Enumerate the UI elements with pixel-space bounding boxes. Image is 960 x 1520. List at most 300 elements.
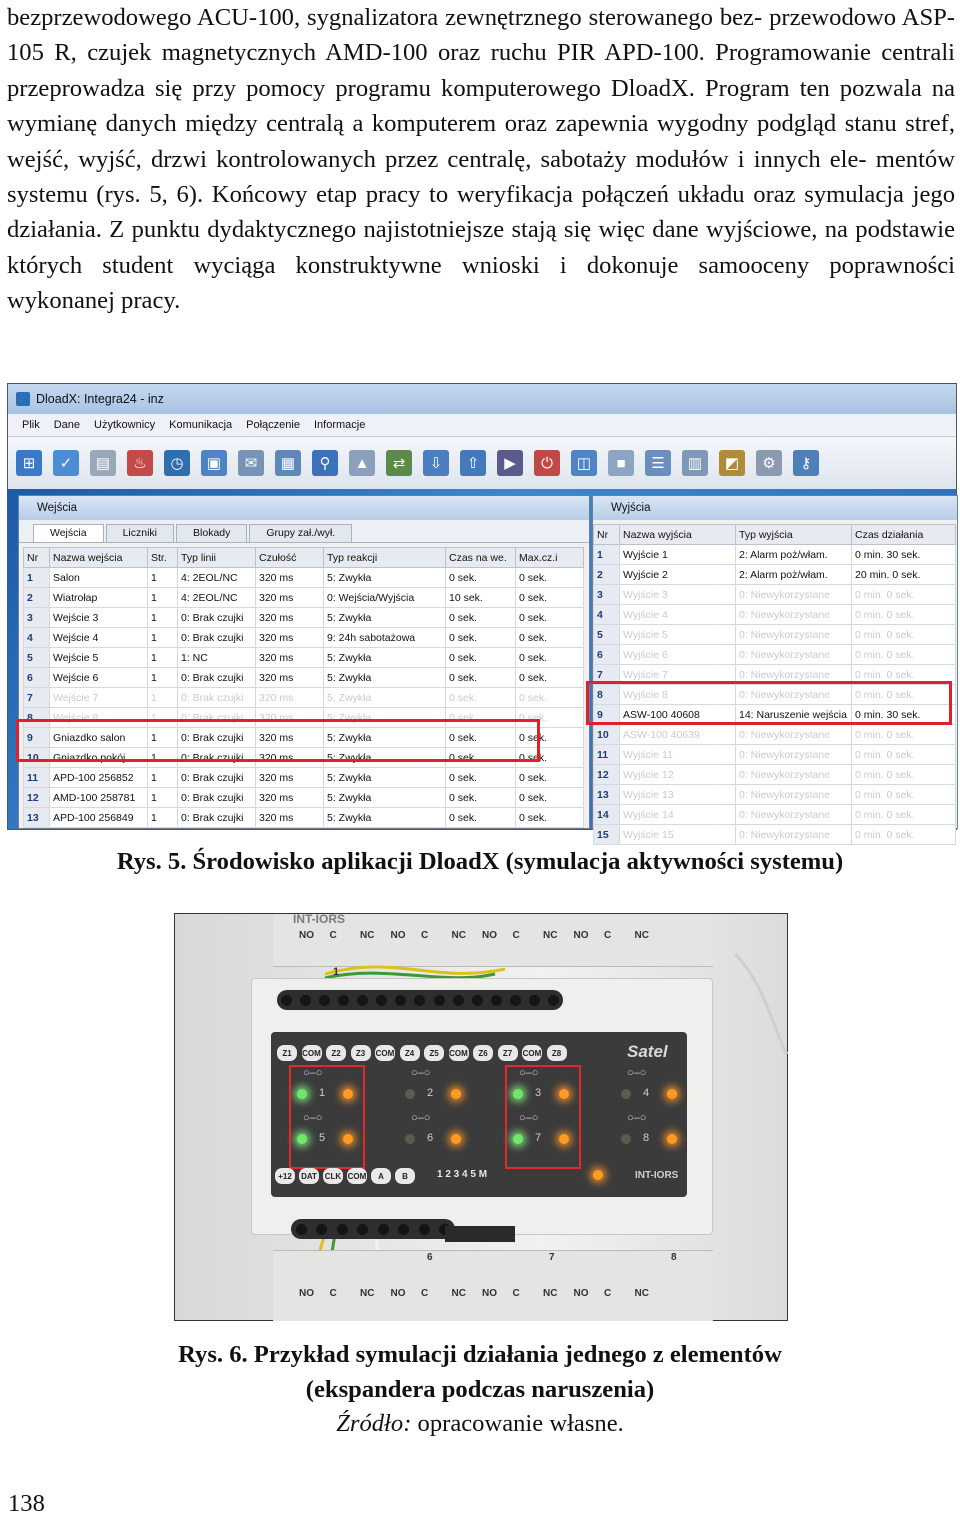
table-cell: 0 sek. [516,768,584,788]
top-term-item: NO [390,930,406,941]
table-cell: 5: Zwykła [324,728,446,748]
table-cell: 0 sek. [516,588,584,608]
table-cell: 0: Brak czujki [178,688,256,708]
table-cell: 0 min. 0 sek. [852,605,956,625]
table-cell: Wyjście 15 [620,825,736,845]
table-cell: Wejście 8 [50,708,148,728]
table-row[interactable] [24,768,584,788]
zone-pin-item: COM [375,1045,395,1061]
caption-figure-5: Rys. 5. Środowisko aplikacji DloadX (symulacja aktywności systemu) [116,848,844,875]
structure-icon[interactable]: ⊞ [16,450,42,476]
table-cell: 13 [24,808,50,828]
square-icon[interactable]: ■ [608,450,634,476]
checklist-icon[interactable]: ✓ [53,450,79,476]
table-cell: 0 sek. [446,688,516,708]
col-max[interactable]: Max.cz.i [516,548,584,568]
bottom-pin-item: +12 [275,1168,295,1184]
table-cell: 1 [148,568,178,588]
table-cell: 0 min. 0 sek. [852,745,956,765]
table-cell: 0 min. 0 sek. [852,785,956,805]
table-icon[interactable]: ▦ [275,450,301,476]
table-cell: 0 sek. [446,728,516,748]
col-str[interactable]: Str. [148,548,178,568]
toolbar [8,437,956,490]
top-term-item: C [604,930,612,941]
table-cell: 0 sek. [516,728,584,748]
table-cell: 1 [148,688,178,708]
table-cell: Gniazdko salon [50,728,148,748]
brand-logo: Satel [627,1042,668,1061]
bottom-pin-item: COM [347,1168,367,1184]
table-row[interactable] [594,725,956,745]
chart-icon[interactable]: ◩ [719,450,745,476]
inputs-window [18,495,590,829]
body-paragraph [7,0,955,319]
table-cell: ASW-100 40639 [620,725,736,745]
table-cell: 20 min. 0 sek. [852,565,956,585]
table-row[interactable] [594,745,956,765]
table-cell: 14 [594,805,620,825]
table-cell: 5: Zwykła [324,788,446,808]
table-cell: 0: Brak czujki [178,788,256,808]
menu-komunikacja[interactable]: Komunikacja [169,419,233,431]
table-cell: Gniazdko pokój [50,748,148,768]
table-row[interactable] [24,668,584,688]
table-cell: 0: Niewykorzystane [736,825,852,845]
table-cell: 0: Niewykorzystane [736,685,852,705]
table-cell: Wejście 3 [50,608,148,628]
table-cell: 320 ms [256,608,324,628]
table-cell: Wyjście 14 [620,805,736,825]
table-cell: 320 ms [256,648,324,668]
led-number: 6 [427,1132,434,1144]
top-module-label: INT-IORS [293,912,346,926]
source-line [0,1410,960,1438]
table-cell: 0 sek. [516,648,584,668]
body-text: bezprzewodowego ACU-100, sygnalizatora zewnętrznego sterowanego bez- przewodowo ASP-105 R, czujek magnetycznych AMD-100 oraz ruchu PIR APD-100. Programowanie centrali przeprowadza się przy pomocy programu komputerowego DloadX. Program ten pozwala na wymianę danych między centralą a komputerem oraz zapewnia wygodny podgląd stanu stref, wejść, wyjść, drzwi kontrolowanych przez centralę, sabotaży modułów i innych ele- mentów systemu (rys. 5, 6). Końcowy etap pracy to weryfikacja połączeń układu oraz symulacja jego działania. Z punktu dydaktycznego najistotniejsze stają się więc dane wyjściowe, na podstawie których student wyciąga konstruktywne wnioski i dokonuje samooceny poprawności wykonanej pracy. [7,4,955,315]
table-cell: 5: Zwykła [324,608,446,628]
table-cell: 0 sek. [446,808,516,828]
timer-icon[interactable]: ◷ [164,450,190,476]
outputs-table-header [594,525,956,545]
table-cell: 320 ms [256,748,324,768]
bottom-num-item: 6 [427,1252,433,1263]
col-typ-linii[interactable]: Typ linii [178,548,256,568]
monitor-icon[interactable]: ▣ [201,450,227,476]
zone-pin-item: Z7 [498,1045,518,1061]
table-row[interactable] [594,545,956,565]
menu-dane[interactable]: Dane [53,419,81,431]
table-cell: 0 sek. [516,788,584,808]
write-data-icon[interactable]: ⇧ [460,450,486,476]
table-row[interactable] [24,608,584,628]
table-cell: 320 ms [256,808,324,828]
tab-liczniki[interactable]: Liczniki [106,524,174,542]
table-cell: 3 [24,608,50,628]
outputs-window-title: Wyjścia [593,496,957,520]
table-cell: Wyjście 2 [620,565,736,585]
table-cell: Wiatrołap [50,588,148,608]
table-cell: 320 ms [256,788,324,808]
bottom-term-item: NO [299,1288,314,1299]
table-cell: 0: Brak czujki [178,748,256,768]
caption-figure-6-line2: (ekspandera podczas naruszenia) [305,1376,655,1403]
bottom-term-item: NC [360,1288,375,1299]
table-cell: 1 [148,768,178,788]
col-typ-reakcji[interactable]: Typ reakcji [324,548,446,568]
col-out-typ[interactable]: Typ wyjścia [736,525,852,545]
top-term-item: NO [573,930,589,941]
table-cell: 320 ms [256,568,324,588]
led-left [621,1134,631,1144]
table-cell: 1 [148,708,178,728]
table-row[interactable] [24,808,584,828]
highlight-outputs [586,681,952,725]
table-row[interactable] [24,588,584,608]
keypad-icon[interactable]: ▤ [90,450,116,476]
table-cell: 5 [24,648,50,668]
inputs-window-title: Wejścia [19,496,589,520]
table-cell: 0: Brak czujki [178,608,256,628]
relay-symbol-icon: ○–○ [519,1067,539,1079]
table-cell: 8 [594,685,620,705]
menu-plik[interactable]: Plik [22,419,40,431]
table-cell: 1: NC [178,648,256,668]
led-number: 2 [427,1087,434,1099]
settings-icon[interactable]: ⚙ [756,450,782,476]
col-out-nazwa[interactable]: Nazwa wyjścia [620,525,736,545]
connect-icon[interactable]: ⏻ [534,450,560,476]
read-data-icon[interactable]: ⇩ [423,450,449,476]
zone-pin-item: Z8 [547,1045,567,1061]
table-cell: 0 min. 30 sek. [852,545,956,565]
bottom-term-item: C [604,1288,612,1299]
top-term-item: NC [360,930,375,941]
table-cell: 4 [594,605,620,625]
table-cell: 2: Alarm poż/włam. [736,565,852,585]
table-cell: 0 min. 0 sek. [852,805,956,825]
col-out-nr[interactable]: Nr [594,525,620,545]
col-czulosc[interactable]: Czułość [256,548,324,568]
led-number: 3 [535,1087,542,1099]
table-cell: 1 [148,588,178,608]
tab-wejscia[interactable]: Wejścia [33,524,104,542]
relay-symbol-icon: ○–○ [519,1112,539,1124]
bottom-num-item: 8 [671,1252,677,1263]
network-icon[interactable]: ⇄ [386,450,412,476]
table-cell: 11 [24,768,50,788]
zone-pin-item: Z6 [473,1045,493,1061]
bottom-num-item: 7 [549,1252,555,1263]
table-cell: 0: Niewykorzystane [736,805,852,825]
table-cell: 1 [24,568,50,588]
vent-holes-bottom [291,1219,455,1239]
zone-pin-item: COM [522,1045,542,1061]
table-cell: 0: Brak czujki [178,808,256,828]
fire-icon[interactable]: ♨ [127,450,153,476]
led-number: 5 [319,1132,326,1144]
status-led [593,1170,603,1180]
table-cell: 6 [594,645,620,665]
top-term-item: NC [543,930,558,941]
table-cell: 0 sek. [516,808,584,828]
app-titlebar [8,384,956,414]
key-icon[interactable]: ⚷ [793,450,819,476]
table-cell: 5: Zwykła [324,708,446,728]
inputs-table [23,547,584,828]
table-cell: 6 [24,668,50,688]
table-row[interactable] [594,805,956,825]
table-cell: 0 min. 0 sek. [852,645,956,665]
tab-blokady[interactable]: Blokady [176,524,247,542]
bottom-pin-item: CLK [323,1168,343,1184]
table-cell: Wyjście 3 [620,585,736,605]
table-cell: 0 min. 0 sek. [852,765,956,785]
menu-bar [8,414,956,437]
table-row[interactable] [24,788,584,808]
list-icon[interactable]: ☰ [645,450,671,476]
table-cell: 0 sek. [516,628,584,648]
table-cell: AMD-100 258781 [50,788,148,808]
table-cell: 14: Naruszenie wejścia [736,705,852,725]
table-cell: 1 [148,748,178,768]
bottom-term-item: NC [451,1288,466,1299]
table-row[interactable] [594,765,956,785]
bottom-term-item: NC [543,1288,558,1299]
table-cell: 0: Brak czujki [178,728,256,748]
table-cell: 0 sek. [516,708,584,728]
expander-photo [174,913,788,1321]
led-number: 1 [319,1087,326,1099]
table-row[interactable] [594,605,956,625]
table-cell: Wyjście 7 [620,665,736,685]
top-term-item: C [329,930,337,941]
table-row[interactable] [24,688,584,708]
table-cell: 1 [594,545,620,565]
table-cell: 0 min. 30 sek. [852,705,956,725]
table-cell: 0: Brak czujki [178,768,256,788]
table-cell: ASW-100 40608 [620,705,736,725]
table-cell: 0 sek. [446,568,516,588]
table-cell: 3 [594,585,620,605]
table-cell: 5: Zwykła [324,648,446,668]
led-number: 7 [535,1132,542,1144]
table-cell: 10 [24,748,50,768]
col-nr[interactable]: Nr [24,548,50,568]
table-cell: 9 [594,705,620,725]
table-cell: 12 [24,788,50,808]
wire-grey [735,954,787,1054]
bottom-term-item: NO [573,1288,589,1299]
table-row[interactable] [24,648,584,668]
menu-informacje[interactable]: Informacje [313,419,366,431]
table-cell: 0: Niewykorzystane [736,625,852,645]
table-cell: Wyjście 8 [620,685,736,705]
table-cell: 0 sek. [516,688,584,708]
led-left [621,1089,631,1099]
table-cell: 0 min. 0 sek. [852,825,956,845]
table-cell: 320 ms [256,768,324,788]
table-cell: Wejście 6 [50,668,148,688]
table-cell: 5: Zwykła [324,688,446,708]
bottom-term-item: C [329,1288,337,1299]
top-term-item: NO [482,930,497,941]
table-cell: 5 [594,625,620,645]
table-cell: 5: Zwykła [324,808,446,828]
table-cell: 0 sek. [446,648,516,668]
table-cell: 13 [594,785,620,805]
table-cell: 0: Niewykorzystane [736,785,852,805]
table-cell: 320 ms [256,708,324,728]
table-cell: Wyjście 11 [620,745,736,765]
table-cell: Wyjście 4 [620,605,736,625]
relay-symbol-icon: ○–○ [303,1112,323,1124]
dloadx-screenshot [7,383,957,841]
table-cell: 0 min. 0 sek. [852,725,956,745]
source-label: Źródło: [336,1410,412,1437]
inputs-tabs [19,520,589,543]
table-row[interactable] [594,585,956,605]
table-cell: 0 sek. [446,628,516,648]
table-cell: 0 sek. [446,608,516,628]
table-cell: 0: Brak czujki [178,668,256,688]
table-cell: 5: Zwykła [324,568,446,588]
zone-pin-item: COM [449,1045,469,1061]
warning-icon[interactable]: ▲ [349,450,375,476]
app-icon [16,392,30,406]
zone-pin-item: Z3 [351,1045,371,1061]
table-cell: 0 min. 0 sek. [852,685,956,705]
table-cell: 2: Alarm poż/włam. [736,545,852,565]
zone-pin-item: Z4 [400,1045,420,1061]
inspect-icon[interactable]: ⚲ [312,450,338,476]
led-right [451,1134,461,1144]
highlight-led-1-5 [289,1065,365,1169]
menu-polaczenie[interactable]: Połączenie [246,419,300,431]
table-cell: 2 [594,565,620,585]
table-cell: 0 sek. [516,668,584,688]
table-cell: Wyjście 6 [620,645,736,665]
table-cell: 10 sek. [446,588,516,608]
table-cell: Salon [50,568,148,588]
top-term-item: C [421,930,429,941]
led-left [405,1089,415,1099]
zone-pin-item: Z1 [277,1045,297,1061]
table-cell: 1 [148,628,178,648]
bottom-term-item: NO [482,1288,497,1299]
led-left [405,1134,415,1144]
table-cell: 0 sek. [446,768,516,788]
table-cell: APD-100 256852 [50,768,148,788]
table-cell: 320 ms [256,668,324,688]
top-term-item: C [512,930,520,941]
table-cell: 5: Zwykła [324,748,446,768]
table-cell: 0 sek. [516,608,584,628]
table-cell: 11 [594,745,620,765]
wire-mark: 1 [333,966,340,978]
table-cell: 0 sek. [516,748,584,768]
source-text: opracowanie własne. [411,1410,624,1437]
top-term-item: NC [634,930,649,941]
bottom-term-item: NC [634,1288,649,1299]
table-cell: 15 [594,825,620,845]
message-icon[interactable]: ✉ [238,450,264,476]
table-row[interactable] [594,825,956,845]
bottom-terminal-block [273,1250,713,1321]
table-cell: APD-100 256849 [50,808,148,828]
table-cell: Wyjście 1 [620,545,736,565]
inputs-table-header [24,548,584,568]
menu-uzytkownicy[interactable]: Użytkownicy [94,419,156,431]
table-cell: 0: Niewykorzystane [736,765,852,785]
app-title: DloadX: Integra24 - inz [36,392,164,406]
calculator-icon[interactable]: ▥ [682,450,708,476]
table-cell: 9: 24h sabotażowa [324,628,446,648]
table-cell: 320 ms [256,628,324,648]
table-cell: 0: Niewykorzystane [736,725,852,745]
table-cell: 0: Niewykorzystane [736,585,852,605]
table-cell: Wejście 7 [50,688,148,708]
table-cell: 0: Niewykorzystane [736,745,852,765]
vent-holes-top [277,990,563,1010]
table-cell: 12 [594,765,620,785]
led-right [667,1134,677,1144]
table-cell: 0 sek. [446,708,516,728]
table-cell: 4 [24,628,50,648]
tab-grupy[interactable]: Grupy zał./wył. [249,524,352,542]
address-label: 1 2 3 4 5 M [437,1169,488,1180]
relay-symbol-icon: ○–○ [303,1067,323,1079]
module-label: INT-IORS [635,1170,679,1181]
table-cell: 0: Wejścia/Wyjścia [324,588,446,608]
table-cell: 1 [148,728,178,748]
col-out-czas[interactable]: Czas działania [852,525,956,545]
table-row[interactable] [24,628,584,648]
table-row[interactable] [594,565,956,585]
table-row[interactable] [594,645,956,665]
table-cell: 0: Niewykorzystane [736,665,852,685]
table-cell: 1 [148,668,178,688]
table-cell: 0 min. 0 sek. [852,665,956,685]
table-cell: 4: 2EOL/NC [178,568,256,588]
relay-symbol-icon: ○–○ [411,1112,431,1124]
table-cell: 4: 2EOL/NC [178,588,256,608]
zone-pin-item: COM [302,1045,322,1061]
page-number: 138 [8,1490,45,1517]
table-cell: 7 [24,688,50,708]
led-number: 4 [643,1087,650,1099]
table-cell: 10 [594,725,620,745]
table-row[interactable] [594,625,956,645]
table-cell: Wejście 4 [50,628,148,648]
table-cell: 320 ms [256,728,324,748]
table-row[interactable] [24,568,584,588]
table-cell: 1 [148,808,178,828]
zone-pin-item: Z2 [326,1045,346,1061]
highlight-inputs [16,719,540,762]
led-right [451,1089,461,1099]
table-row[interactable] [594,785,956,805]
table-cell: 0 min. 0 sek. [852,625,956,645]
col-czas[interactable]: Czas na we. [446,548,516,568]
media-icon[interactable]: ▶ [497,450,523,476]
table-cell: 0 sek. [446,668,516,688]
table-cell: 0 min. 0 sek. [852,585,956,605]
table-cell: 8 [24,708,50,728]
col-nazwa[interactable]: Nazwa wejścia [50,548,148,568]
view-icon[interactable]: ◫ [571,450,597,476]
table-cell: 0 sek. [446,788,516,808]
